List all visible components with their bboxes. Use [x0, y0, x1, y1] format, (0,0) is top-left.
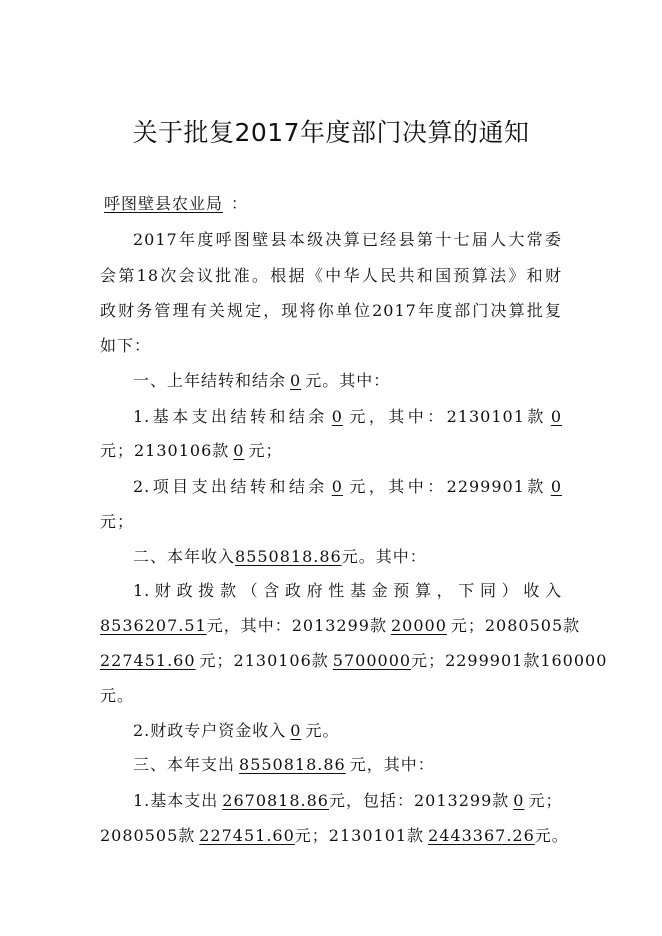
item-2-1-line-2: 8536207.51元，其中：2013299款 20000 元；2080505款	[100, 616, 581, 635]
section-1-heading: 一、上年结转和结余 0 元。其中：	[133, 371, 391, 390]
item-2-1-amount-1: 20000	[390, 616, 447, 635]
section-3-amount: 8550818.86	[239, 755, 346, 774]
item-2-2-amount: 0	[290, 721, 302, 740]
item-3-1-amount-2: 227451.60	[199, 826, 295, 845]
item-2-1-line-3: 227451.60 元；2130106款 5700000元；2299901款160000	[100, 651, 608, 670]
item-1-1-line-2: 元；2130106款 0 元；	[100, 441, 283, 460]
item-1-2-amount: 0	[331, 477, 343, 496]
item-1-1-amount: 0	[331, 407, 343, 426]
addressee-suffix: ：	[231, 194, 249, 213]
section-3-heading: 三、本年支出 8550818.86 元，其中：	[133, 755, 435, 774]
document-title: 关于批复2017年度部门决算的通知	[132, 118, 530, 147]
item-2-1-line-1: 1.财政拨款（含政府性基金预算，下同）收入	[133, 581, 562, 600]
item-3-1-line-2: 2080505款 227451.60元；2130101款 2443367.26元。	[100, 826, 569, 845]
intro-line-3: 政财务管理有关规定，现将你单位2017年度部门决算批复	[100, 301, 562, 320]
intro-line-2: 会第18次会议批准。根据《中华人民共和国预算法》和财	[100, 266, 562, 285]
item-2-2-line: 2.财政专户资金收入 0 元。	[133, 721, 340, 740]
intro-line-1: 2017年度呼图壁县本级决算已经县第十七届人大常委	[133, 230, 562, 249]
section-1-amount: 0	[290, 371, 302, 390]
item-1-1-line-1: 1.基本支出结转和结余 0 元，其中：2130101款 0	[133, 407, 562, 426]
item-2-1-amount: 8536207.51	[100, 616, 207, 635]
item-1-2-line-2: 元；	[100, 512, 135, 531]
item-1-1-amount-3: 0	[233, 441, 245, 460]
item-3-1-amount-3: 2443367.26	[428, 826, 535, 845]
item-2-1-amount-3: 5700000	[332, 651, 412, 670]
item-2-1-line-4: 元。	[100, 686, 135, 705]
section-2-amount: 8550818.86	[235, 547, 342, 566]
item-2-1-amount-2: 227451.60	[100, 651, 196, 670]
item-3-1-line-1: 1.基本支出 2670818.86元，包括：2013299款 0 元；	[133, 791, 563, 810]
item-1-2-amount-2: 0	[550, 477, 562, 496]
section-2-heading: 二、本年收入8550818.86元。其中：	[133, 547, 427, 566]
intro-line-4: 如下：	[100, 336, 152, 355]
addressee-line	[100, 193, 562, 215]
item-3-1-amount: 2670818.86	[222, 791, 329, 810]
item-1-1-amount-2: 0	[550, 407, 562, 426]
item-1-2-line-1: 2.项目支出结转和结余 0 元，其中：2299901款 0	[133, 477, 562, 496]
item-3-1-amount-1: 0	[513, 791, 525, 810]
addressee-name: 呼图壁县农业局	[104, 194, 224, 213]
